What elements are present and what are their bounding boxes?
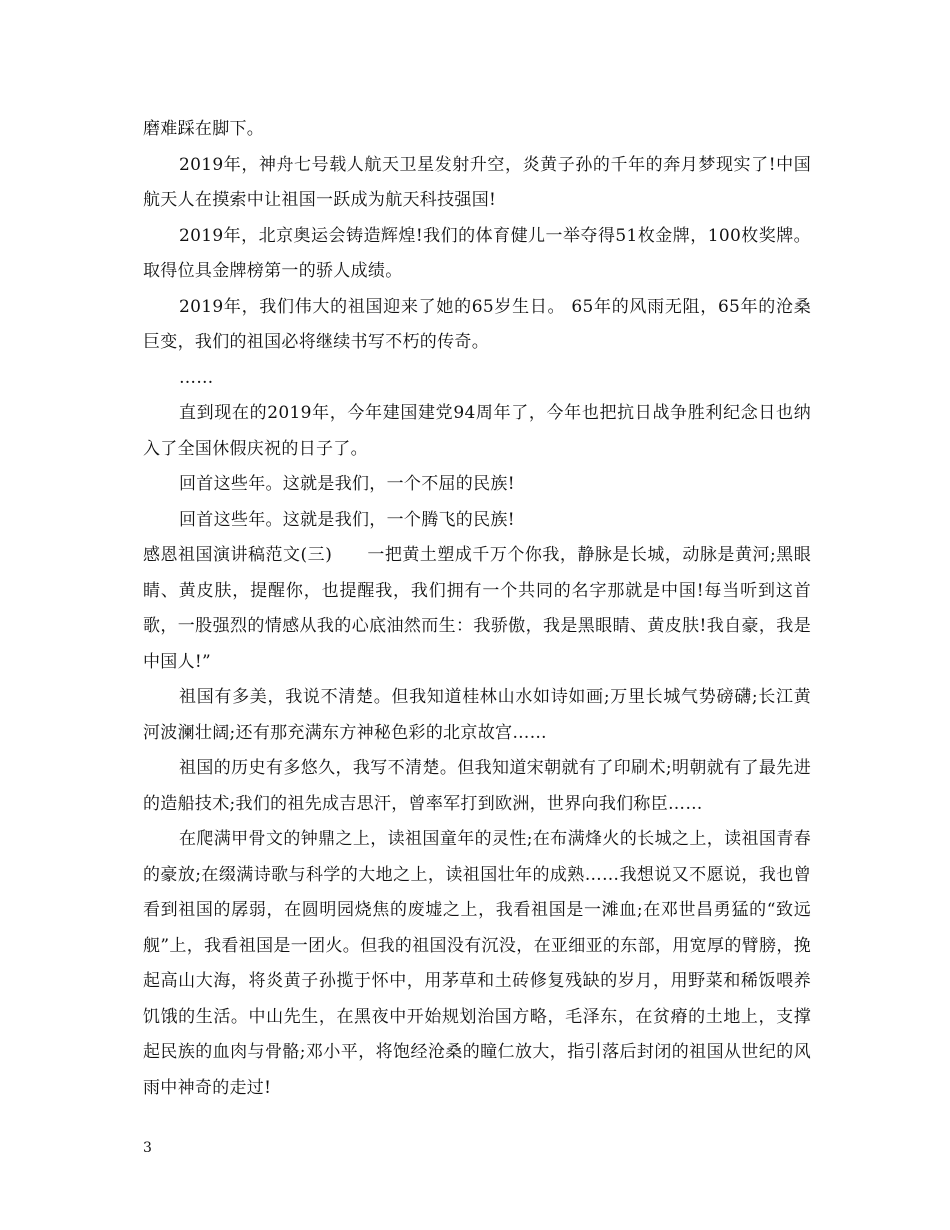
ellipsis-paragraph: …… bbox=[179, 367, 214, 388]
section-heading-paragraph: 感恩祖国演讲稿范文(三) 一把黄土塑成千万个你我，静脉是长城，动脉是黄河;黑眼睛、黄皮肤，提醒你，也提醒我，我们拥有一个共同的名字那就是中国!每当听到这首歌，一股强烈的情感从我的心底油然而生：我骄傲，我是黑眼睛、黄皮肤!我自豪，我是中国人!” bbox=[143, 545, 811, 672]
document-body bbox=[143, 112, 811, 1106]
paragraph: 直到现在的2019年，今年建国建党94周年了，今年也把抗日战争胜利纪念日也纳入了全国休假庆祝的日子了。 bbox=[143, 403, 811, 459]
paragraph: 祖国的历史有多悠久，我写不清楚。但我知道宋朝就有了印刷术;明朝就有了最先进的造船技术;我们的祖先成吉思汗，曾率军打到欧洲，世界向我们称臣…… bbox=[143, 758, 811, 814]
paragraph: 2019年，神舟七号载人航天卫星发射升空，炎黄子孙的千年的奔月梦现实了!中国航天人在摸索中让祖国一跃成为航天科技强国! bbox=[143, 154, 811, 210]
paragraph: 在爬满甲骨文的钟鼎之上，读祖国童年的灵性;在布满烽火的长城之上，读祖国青春的豪放;在缀满诗歌与科学的大地之上，读祖国壮年的成熟……我想说又不愿说，我也曾看到祖国的孱弱，在圆明园烧焦的废墟之上，我看祖国是一滩血;在邓世昌勇猛的“致远舰”上，我看祖国是一团火。但我的祖国没有沉没，在亚细亚的东部，用宽厚的臂膀，挽起高山大海，将炎黄子孙揽于怀中，用茅草和土砖修复残缺的岁月，用野菜和稀饭喂养饥饿的生活。中山先生，在黑夜中开始规划治国方略，毛泽东，在贫瘠的土地上，支撑起民族的血肉与骨骼;邓小平，将饱经沧桑的瞳仁放大，指引落后封闭的祖国从世纪的风雨中神奇的走过! bbox=[143, 829, 811, 1098]
paragraph: 2019年，我们伟大的祖国迎来了她的65岁生日。 65年的风雨无阻，65年的沧桑巨变，我们的祖国必将继续书写不朽的传奇。 bbox=[143, 296, 811, 352]
page-number: 3 bbox=[143, 1140, 152, 1156]
paragraph: 回首这些年。这就是我们，一个不屈的民族! bbox=[179, 474, 515, 494]
paragraph: 磨难踩在脚下。 bbox=[143, 119, 265, 139]
paragraph: 祖国有多美，我说不清楚。但我知道桂林山水如诗如画;万里长城气势磅礴;长江黄河波澜壮阔;还有那充满东方神秘色彩的北京故宫…… bbox=[143, 687, 811, 743]
paragraph: 回首这些年。这就是我们，一个腾飞的民族! bbox=[179, 509, 515, 530]
paragraph: 2019年，北京奥运会铸造辉煌!我们的体育健儿一举夺得51枚金牌，100枚奖牌。取得位具金牌榜第一的骄人成绩。 bbox=[143, 225, 811, 281]
